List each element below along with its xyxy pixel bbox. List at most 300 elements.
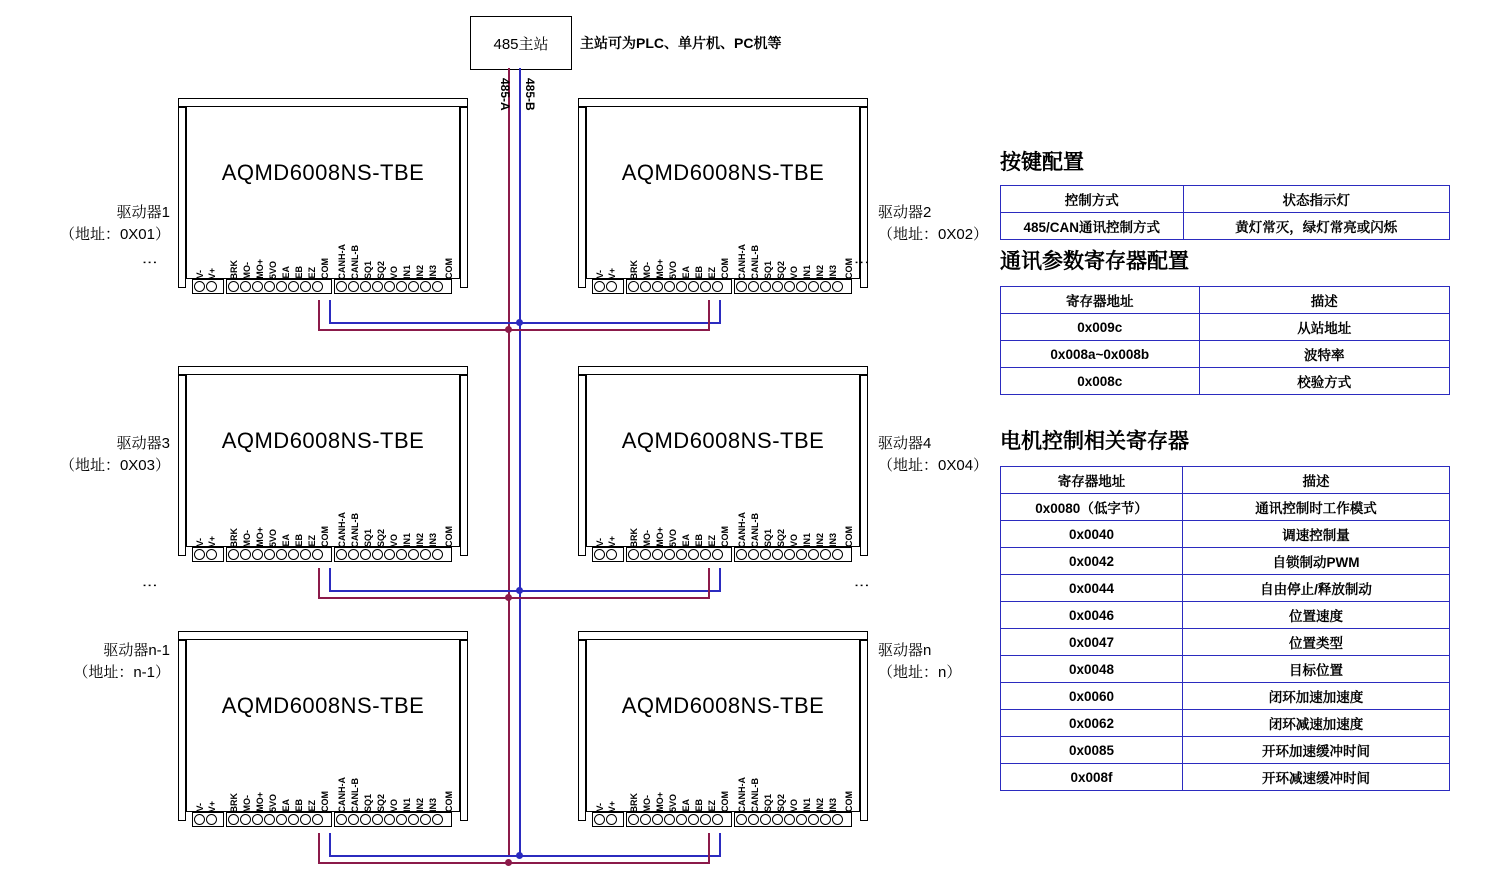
motor-registers-cell-6-1: 目标位置 (1183, 656, 1450, 683)
motor-registers-cell-8-0: 0x0062 (1001, 710, 1183, 737)
pin-label-canl-b: CANL-B (750, 777, 760, 812)
pin-label-v-plus: V+ (207, 800, 217, 812)
driver-model-label: AQMD6008NS-TBE (221, 693, 425, 718)
terminal-group-power (592, 547, 624, 562)
branch-b-row2-right-v (719, 568, 721, 592)
master-station-note: 主站可为PLC、单片机、PC机等 (580, 35, 782, 51)
terminal-pin (796, 814, 807, 825)
branch-a-row3-left-v (318, 833, 320, 863)
pin-label-brk: BRK (629, 527, 639, 547)
terminal-pin (700, 814, 711, 825)
pin-label-mo-plus: MO+ (655, 527, 665, 547)
motor-registers-cell-9-0: 0x0085 (1001, 737, 1183, 764)
pin-label-sq2: SQ2 (376, 260, 386, 279)
terminal-pin (760, 549, 771, 560)
driver-module-n-1 (178, 631, 468, 836)
terminal-group-signal-b (334, 547, 452, 562)
table-row (1001, 548, 1450, 575)
pin-label-ez: EZ (307, 800, 317, 812)
pin-label-vo: VO (789, 798, 799, 812)
terminal-pin (700, 549, 711, 560)
comm-registers-title: 通讯参数寄存器配置 (1000, 250, 1189, 273)
pin-label-com: COM (320, 258, 330, 279)
pin-label-brk: BRK (229, 792, 239, 812)
pin-label-in1: IN1 (402, 532, 412, 547)
terminal-pin (432, 814, 443, 825)
pin-label-mo-minus: MO- (642, 261, 652, 279)
branch-a-row3-right (508, 862, 710, 864)
terminal-pin (640, 281, 651, 292)
pin-label-canl-b: CANL-B (350, 777, 360, 812)
terminal-pin (252, 281, 263, 292)
motor-registers-cell-2-0: 0x0042 (1001, 548, 1183, 575)
terminal-pin (676, 281, 687, 292)
pin-label-in2: IN2 (815, 797, 825, 812)
terminal-pin (384, 281, 395, 292)
terminal-pin (384, 549, 395, 560)
pin-label-ez: EZ (707, 800, 717, 812)
comm-registers-cell-2-0: 0x008c (1001, 368, 1200, 395)
driver-caption-2-line2: （地址：0X02） (878, 225, 989, 243)
driver-top-bar (178, 98, 468, 107)
driver-top-bar (178, 631, 468, 640)
terminal-group-signal-a (626, 547, 732, 562)
terminal-pin (228, 281, 239, 292)
pin-label-canl-b: CANL-B (350, 244, 360, 279)
driver-module-4 (578, 366, 868, 571)
driver-caption-4-line1: 驱动器4 (878, 435, 932, 452)
pin-label-ez: EZ (307, 267, 317, 279)
terminal-group-power (192, 812, 224, 827)
driver-caption-1 (10, 202, 170, 246)
motor-registers-cell-3-0: 0x0044 (1001, 575, 1183, 602)
pin-label-v-minus: V- (595, 803, 605, 812)
table-row (1001, 656, 1450, 683)
pin-label-mo-plus: MO+ (655, 792, 665, 812)
branch-b-row2-right (519, 590, 721, 592)
pin-label-eb: EB (694, 266, 704, 279)
terminal-pin (772, 814, 783, 825)
terminal-pin (664, 814, 675, 825)
terminal-pin (240, 814, 251, 825)
pin-label-v-minus: V- (195, 538, 205, 547)
pin-label-sq2: SQ2 (776, 260, 786, 279)
pin-label-brk: BRK (229, 259, 239, 279)
terminal-pin (688, 281, 699, 292)
motor-registers-cell-7-1: 闭环加速加速度 (1183, 683, 1450, 710)
terminal-pin (194, 549, 205, 560)
terminal-pin (628, 814, 639, 825)
key-config-header-0: 控制方式 (1001, 186, 1184, 213)
pin-label-com2: COM (844, 791, 854, 812)
terminal-pin (276, 814, 287, 825)
table-row (1001, 368, 1450, 395)
branch-b-row2-left (329, 590, 519, 592)
terminal-pin (336, 549, 347, 560)
table-row (1001, 314, 1450, 341)
table-header-row (1001, 467, 1450, 494)
terminal-pin (832, 814, 843, 825)
terminal-pin (664, 281, 675, 292)
pin-label-sq2: SQ2 (776, 528, 786, 547)
terminal-pin (772, 281, 783, 292)
terminal-pin (348, 549, 359, 560)
terminal-pin (796, 281, 807, 292)
pin-label-5vo: 5VO (268, 260, 278, 279)
pin-label-brk: BRK (629, 259, 639, 279)
terminal-pin (832, 549, 843, 560)
junction-dot-row3 (516, 852, 523, 859)
pin-label-com2: COM (444, 791, 454, 812)
motor-registers-cell-10-1: 开环减速缓冲时间 (1183, 764, 1450, 791)
pin-label-mo-plus: MO+ (255, 527, 265, 547)
branch-a-row2-left-v (318, 568, 320, 598)
pin-label-v-plus: V+ (207, 267, 217, 279)
motor-registers-cell-7-0: 0x0060 (1001, 683, 1183, 710)
pin-label-sq1: SQ1 (363, 528, 373, 547)
pin-label-5vo: 5VO (268, 528, 278, 547)
branch-a-row2-right-v (708, 568, 710, 598)
pin-label-canl-b: CANL-B (350, 512, 360, 547)
key-config-table (1000, 185, 1450, 240)
pin-label-5vo: 5VO (668, 793, 678, 812)
ellipsis-left-2: ⋮ (141, 578, 158, 593)
pin-label-com: COM (720, 258, 730, 279)
terminal-pin (396, 549, 407, 560)
motor-registers-cell-0-1: 通讯控制时工作模式 (1183, 494, 1450, 521)
pin-label-canl-b: CANL-B (750, 512, 760, 547)
driver-module-3 (178, 366, 468, 571)
junction-dot-row1 (516, 319, 523, 326)
driver-caption-1-line2: （地址：0X01） (59, 225, 170, 243)
pin-label-vo: VO (789, 533, 799, 547)
terminal-pin (276, 281, 287, 292)
table-row (1001, 710, 1450, 737)
terminal-pin (820, 814, 831, 825)
terminal-pin (194, 814, 205, 825)
pin-label-sq2: SQ2 (376, 793, 386, 812)
driver-model-label: AQMD6008NS-TBE (221, 428, 425, 453)
terminal-pin (360, 549, 371, 560)
terminal-group-signal-a (626, 279, 732, 294)
terminal-group-signal-b (334, 812, 452, 827)
comm-registers-cell-2-1: 校验方式 (1199, 368, 1449, 395)
pin-label-com2: COM (444, 526, 454, 547)
terminal-group-signal-a (226, 812, 332, 827)
pin-label-in3: IN3 (428, 264, 438, 279)
terminal-pin (688, 814, 699, 825)
pin-label-canh-a: CANH-A (337, 511, 347, 547)
driver-caption-n-1-line1: 驱动器n-1 (103, 642, 170, 659)
key-config-title: 按键配置 (1000, 151, 1084, 174)
table-row (1001, 213, 1450, 240)
pin-label-in1: IN1 (402, 797, 412, 812)
terminal-group-signal-b (734, 812, 852, 827)
branch-a-row3-left (318, 862, 508, 864)
terminal-pin (276, 549, 287, 560)
terminal-pin (700, 281, 711, 292)
pin-label-com2: COM (844, 526, 854, 547)
motor-registers-cell-3-1: 自由停止/释放制动 (1183, 575, 1450, 602)
terminal-pin (652, 281, 663, 292)
terminal-group-signal-b (734, 279, 852, 294)
branch-a-row1-right-v (708, 300, 710, 330)
branch-b-row1-left (329, 322, 519, 324)
master-station-box (470, 16, 572, 70)
terminal-pin (240, 549, 251, 560)
terminal-pin (820, 549, 831, 560)
terminal-pin (264, 281, 275, 292)
pin-label-ea: EA (681, 534, 691, 547)
driver-caption-3-line1: 驱动器3 (116, 435, 170, 452)
driver-module-n (578, 631, 868, 836)
pin-label-5vo: 5VO (668, 260, 678, 279)
pin-label-eb: EB (694, 799, 704, 812)
terminal-pin (288, 549, 299, 560)
bus-line-a (508, 68, 510, 856)
pin-label-v-plus: V+ (607, 267, 617, 279)
terminal-pin (228, 814, 239, 825)
master-station-label: 485主站 (493, 35, 549, 53)
terminal-pin (712, 549, 723, 560)
terminal-pin (240, 281, 251, 292)
motor-registers-header-1: 描述 (1183, 467, 1450, 494)
driver-caption-2-line1: 驱动器2 (878, 204, 932, 221)
terminal-pin (606, 549, 617, 560)
motor-registers-cell-6-0: 0x0048 (1001, 656, 1183, 683)
terminal-pin (628, 281, 639, 292)
terminal-pin (360, 814, 371, 825)
pin-label-eb: EB (294, 266, 304, 279)
terminal-pin (312, 814, 323, 825)
driver-caption-n-line1: 驱动器n (878, 642, 932, 659)
motor-registers-cell-1-1: 调速控制量 (1183, 521, 1450, 548)
terminal-pin (432, 281, 443, 292)
pin-label-mo-minus: MO- (242, 529, 252, 547)
branch-b-row3-right-v (719, 833, 721, 857)
pin-label-sq1: SQ1 (763, 528, 773, 547)
terminal-pin (372, 814, 383, 825)
driver-caption-4-line2: （地址：0X04） (878, 456, 989, 474)
pin-label-in2: IN2 (415, 532, 425, 547)
terminal-pin (408, 814, 419, 825)
terminal-pin (206, 281, 217, 292)
terminal-pin (420, 814, 431, 825)
terminal-group-signal-b (334, 279, 452, 294)
pin-label-in3: IN3 (828, 532, 838, 547)
driver-top-bar (578, 98, 868, 107)
driver-caption-n-line2: （地址：n） (878, 663, 962, 681)
table-row (1001, 575, 1450, 602)
pin-label-in3: IN3 (828, 797, 838, 812)
terminal-pin (640, 814, 651, 825)
pin-label-in2: IN2 (815, 532, 825, 547)
table-row (1001, 602, 1450, 629)
junction-dot-row2-a (505, 594, 512, 601)
terminal-pin (594, 814, 605, 825)
terminal-pin (360, 281, 371, 292)
pin-label-canh-a: CANH-A (737, 243, 747, 279)
pin-label-in1: IN1 (402, 264, 412, 279)
bus-label-485b: 485-B (523, 78, 537, 111)
bus-label-485a: 485-A (498, 78, 512, 111)
pin-label-sq1: SQ1 (363, 793, 373, 812)
terminal-pin (736, 814, 747, 825)
comm-registers-table (1000, 286, 1450, 395)
branch-a-row1-left (318, 329, 508, 331)
pin-label-in3: IN3 (828, 264, 838, 279)
junction-dot-row2 (516, 587, 523, 594)
motor-registers-cell-1-0: 0x0040 (1001, 521, 1183, 548)
pin-label-canh-a: CANH-A (337, 243, 347, 279)
driver-top-bar (578, 366, 868, 375)
driver-module-2 (578, 98, 868, 303)
terminal-pin (420, 281, 431, 292)
driver-model-label: AQMD6008NS-TBE (621, 428, 825, 453)
pin-label-com2: COM (444, 258, 454, 279)
table-row (1001, 737, 1450, 764)
terminal-pin (808, 281, 819, 292)
pin-label-mo-plus: MO+ (255, 792, 265, 812)
driver-caption-1-line1: 驱动器1 (116, 204, 170, 221)
branch-b-row3-left-v (329, 833, 331, 857)
terminal-pin (300, 814, 311, 825)
branch-b-row2-left-v (329, 568, 331, 592)
pin-label-sq1: SQ1 (763, 260, 773, 279)
terminal-pin (784, 281, 795, 292)
terminal-pin (300, 549, 311, 560)
ellipsis-left-1: ⋮ (141, 255, 158, 270)
terminal-pin (396, 281, 407, 292)
table-header-row (1001, 287, 1450, 314)
terminal-pin (808, 814, 819, 825)
terminal-pin (288, 281, 299, 292)
terminal-pin (688, 549, 699, 560)
branch-b-row3-left (329, 855, 519, 857)
terminal-pin (640, 549, 651, 560)
pin-label-v-minus: V- (195, 803, 205, 812)
terminal-pin (808, 549, 819, 560)
pin-label-vo: VO (789, 265, 799, 279)
terminal-pin (432, 549, 443, 560)
motor-registers-title: 电机控制相关寄存器 (1000, 430, 1189, 453)
terminal-pin (372, 281, 383, 292)
terminal-pin (736, 549, 747, 560)
pin-label-com: COM (720, 791, 730, 812)
terminal-pin (796, 549, 807, 560)
pin-label-ea: EA (281, 266, 291, 279)
key-config-cell-0-0: 485/CAN通讯控制方式 (1001, 213, 1184, 240)
terminal-pin (760, 814, 771, 825)
driver-model-label: AQMD6008NS-TBE (221, 160, 425, 185)
terminal-pin (348, 281, 359, 292)
terminal-pin (832, 281, 843, 292)
terminal-pin (820, 281, 831, 292)
pin-label-v-plus: V+ (207, 535, 217, 547)
driver-caption-n-1 (10, 640, 170, 684)
branch-a-row2-right (508, 597, 710, 599)
pin-label-mo-minus: MO- (242, 261, 252, 279)
terminal-group-signal-a (226, 279, 332, 294)
terminal-pin (252, 814, 263, 825)
terminal-pin (312, 549, 323, 560)
terminal-pin (264, 549, 275, 560)
driver-module-1 (178, 98, 468, 303)
bus-line-b (519, 68, 521, 856)
pin-label-sq2: SQ2 (776, 793, 786, 812)
pin-label-in2: IN2 (415, 797, 425, 812)
pin-label-ea: EA (281, 534, 291, 547)
pin-label-in1: IN1 (802, 264, 812, 279)
terminal-pin (594, 281, 605, 292)
terminal-pin (784, 814, 795, 825)
terminal-pin (664, 549, 675, 560)
driver-model-label: AQMD6008NS-TBE (621, 160, 825, 185)
junction-dot-row3-a (505, 859, 512, 866)
pin-label-mo-plus: MO+ (655, 259, 665, 279)
comm-registers-cell-0-0: 0x009c (1001, 314, 1200, 341)
terminal-group-signal-b (734, 547, 852, 562)
pin-label-com2: COM (844, 258, 854, 279)
pin-label-5vo: 5VO (668, 528, 678, 547)
pin-label-v-minus: V- (195, 270, 205, 279)
terminal-pin (606, 281, 617, 292)
pin-label-ez: EZ (707, 535, 717, 547)
terminal-pin (784, 549, 795, 560)
driver-caption-3 (10, 433, 170, 477)
terminal-pin (652, 814, 663, 825)
terminal-pin (312, 281, 323, 292)
terminal-pin (372, 549, 383, 560)
terminal-pin (760, 281, 771, 292)
pin-label-ea: EA (281, 799, 291, 812)
terminal-pin (606, 814, 617, 825)
pin-label-sq2: SQ2 (376, 528, 386, 547)
pin-label-in1: IN1 (802, 532, 812, 547)
driver-top-bar (578, 631, 868, 640)
driver-top-bar (178, 366, 468, 375)
terminal-pin (748, 281, 759, 292)
pin-label-vo: VO (389, 265, 399, 279)
branch-b-row1-right (519, 322, 721, 324)
pin-label-canh-a: CANH-A (737, 776, 747, 812)
terminal-pin (408, 549, 419, 560)
terminal-pin (676, 549, 687, 560)
terminal-pin (712, 814, 723, 825)
terminal-pin (264, 814, 275, 825)
terminal-pin (628, 549, 639, 560)
pin-label-in3: IN3 (428, 797, 438, 812)
terminal-group-power (592, 812, 624, 827)
motor-registers-cell-4-1: 位置速度 (1183, 602, 1450, 629)
key-config-cell-0-1: 黄灯常灭，绿灯常亮或闪烁 (1183, 213, 1449, 240)
terminal-pin (336, 281, 347, 292)
branch-a-row1-right (508, 329, 710, 331)
comm-registers-cell-1-0: 0x008a~0x008b (1001, 341, 1200, 368)
terminal-pin (736, 281, 747, 292)
pin-label-eb: EB (694, 534, 704, 547)
terminal-pin (712, 281, 723, 292)
pin-label-sq1: SQ1 (363, 260, 373, 279)
pin-label-in2: IN2 (815, 264, 825, 279)
terminal-pin (336, 814, 347, 825)
terminal-pin (384, 814, 395, 825)
branch-a-row1-left-v (318, 300, 320, 330)
pin-label-mo-minus: MO- (642, 794, 652, 812)
motor-registers-cell-9-1: 开环加速缓冲时间 (1183, 737, 1450, 764)
terminal-pin (652, 549, 663, 560)
comm-registers-cell-0-1: 从站地址 (1199, 314, 1449, 341)
